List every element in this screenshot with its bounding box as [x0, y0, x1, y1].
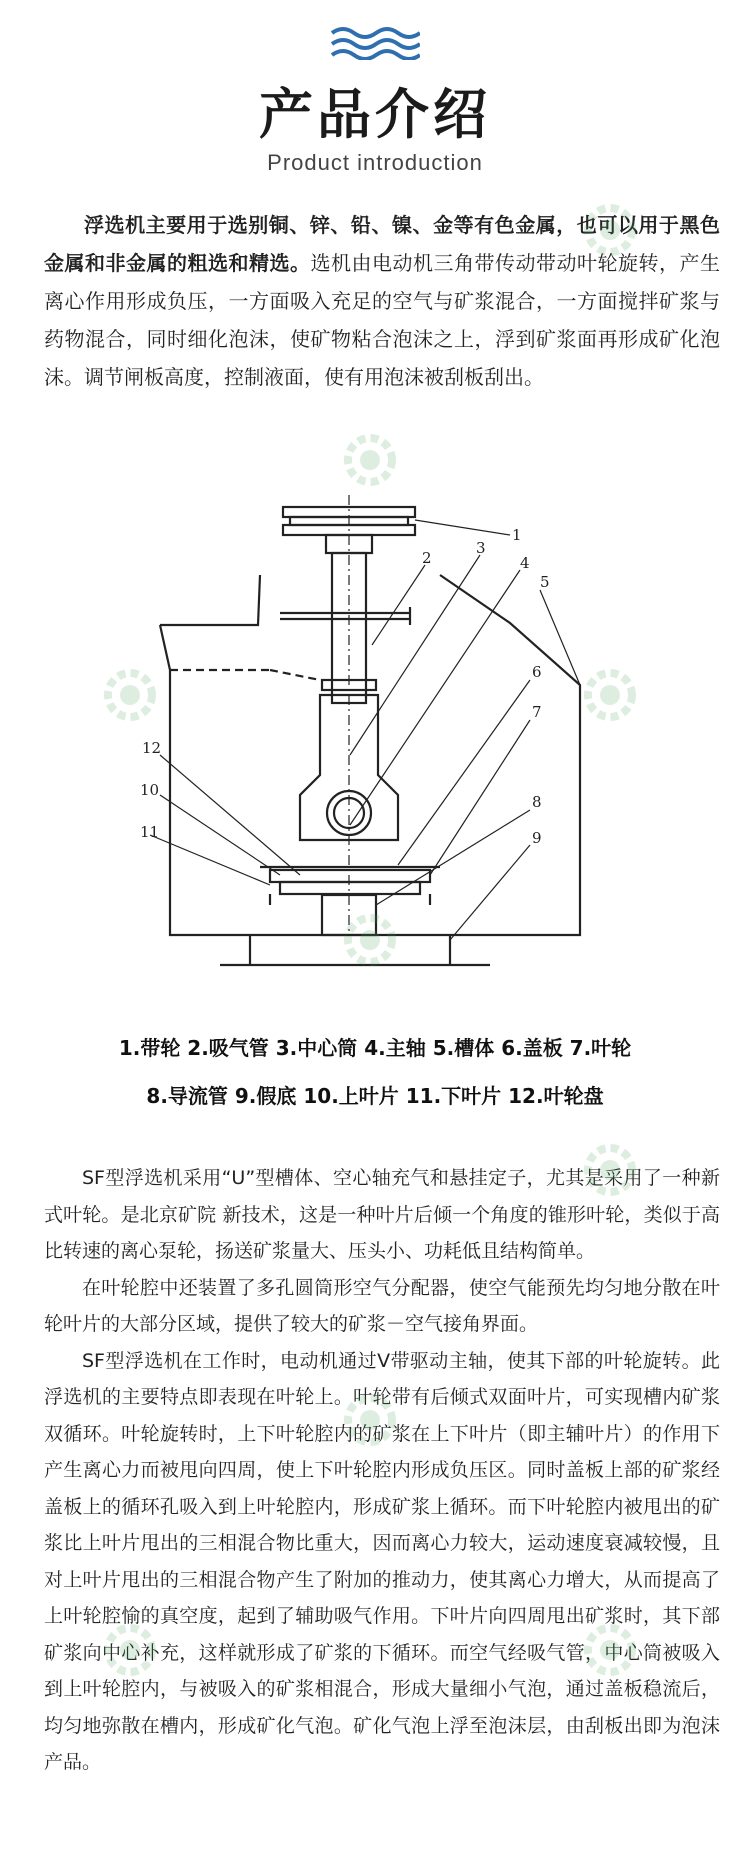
- diagram-label-4: 4: [520, 554, 530, 572]
- diagram-label-7: 7: [532, 703, 542, 721]
- intro-text: 选机由电动机三角带传动带动叶轮旋转，产生离心作用形成负压，一方面吸入充足的空气与矿浆混合，一方面搅拌矿浆与药物混合，同时细化泡沫，使矿物粘合泡沫之上，浮到矿浆面再形成矿化泡沫。调节闸板高度，控制液面，使有用泡沫被刮板刮出。: [44, 251, 720, 389]
- watermark-logo-icon: [580, 665, 640, 725]
- watermark-logo-icon: [340, 430, 400, 490]
- diagram-label-5: 5: [540, 573, 550, 591]
- diagram-label-8: 8: [532, 793, 542, 811]
- diagram-label-12: 12: [142, 739, 162, 757]
- watermark-logo-icon: [100, 665, 160, 725]
- watermark-logo-icon: [100, 1620, 160, 1680]
- watermark-logo-icon: [580, 1620, 640, 1680]
- watermark-logo-icon: [580, 1140, 640, 1200]
- body-paragraph-1: SF型浮选机采用“U”型槽体、空心轴充气和悬挂定子，尤其是采用了一种新式叶轮。是北京矿院 新技术，这是一种叶片后倾一个角度的锥形叶轮，类似于高比转速的离心泵轮，扬送矿浆量大、压头小、功耗低且结构简单。: [44, 1167, 720, 1262]
- wave-icon: [330, 26, 420, 60]
- body-section: [44, 1160, 720, 1781]
- watermark-logo-icon: [340, 910, 400, 970]
- body-paragraph-3: SF型浮选机在工作时，电动机通过V带驱动主轴，使其下部的叶轮旋转。此浮选机的主要特点即表现在叶轮上。叶轮带有后倾式双面叶片，可实现槽内矿浆双循环。叶轮旋转时，上下叶轮腔内的矿浆在上下叶片（即主辅叶片）的作用下产生离心力而被甩向四周，使上下叶轮腔内形成负压区。同时盖板上部的矿浆经盖板上的循环孔吸入到上叶轮腔内，形成矿浆上循环。而下叶轮腔内被甩出的矿浆比上叶片甩出的三相混合物比重大，因而离心力较大，运动速度衰减较慢，且对上叶片甩出的三相混合物产生了附加的推动力，使其离心力增大，从而提高了上叶轮腔愉的真空度，起到了辅助吸气作用。下叶片向四周甩出矿浆时，其下部矿浆向中心补充，这样就形成了矿浆的下循环。而空气经吸气管，中心筒被吸入到上叶轮腔内，与被吸入的矿浆相混合，形成大量细小气泡，通过盖板稳流后，均匀地弥散在槽内，形成矿化气泡。矿化气泡上浮至泡沫层，由刮板出即为泡沫产品。: [44, 1349, 720, 1773]
- page-title: 产品介绍: [259, 83, 491, 146]
- page-subtitle: Product introduction: [267, 150, 483, 175]
- diagram-label-6: 6: [532, 663, 542, 681]
- diagram-legend-line-1: 1.带轮 2.吸气管 3.中心筒 4.主轴 5.槽体 6.盖板 7.叶轮: [118, 1036, 632, 1060]
- flotation-machine-diagram: [140, 495, 660, 1015]
- diagram-label-3: 3: [476, 539, 486, 557]
- diagram-label-11: 11: [140, 823, 160, 841]
- intro-bold-lead: 浮选机主要用于选别铜、锌、铅、镍、金等有色金属，也可以用于黑色金属和非金属的粗选和精选。: [44, 213, 720, 275]
- diagram-label-10: 10: [140, 781, 160, 799]
- diagram-legend-line-2: 8.导流管 9.假底 10.上叶片 11.下叶片 12.叶轮盘: [146, 1084, 604, 1108]
- diagram-label-9: 9: [532, 829, 542, 847]
- watermark-logo-icon: [340, 1390, 400, 1450]
- body-paragraph-2: 在叶轮腔中还装置了多孔圆筒形空气分配器，使空气能预先均匀地分散在叶轮叶片的大部分区域，提供了较大的矿浆－空气接角界面。: [44, 1276, 720, 1335]
- watermark-logo-icon: [580, 200, 640, 260]
- diagram-label-1: 1: [512, 526, 522, 544]
- diagram-label-2: 2: [422, 549, 432, 567]
